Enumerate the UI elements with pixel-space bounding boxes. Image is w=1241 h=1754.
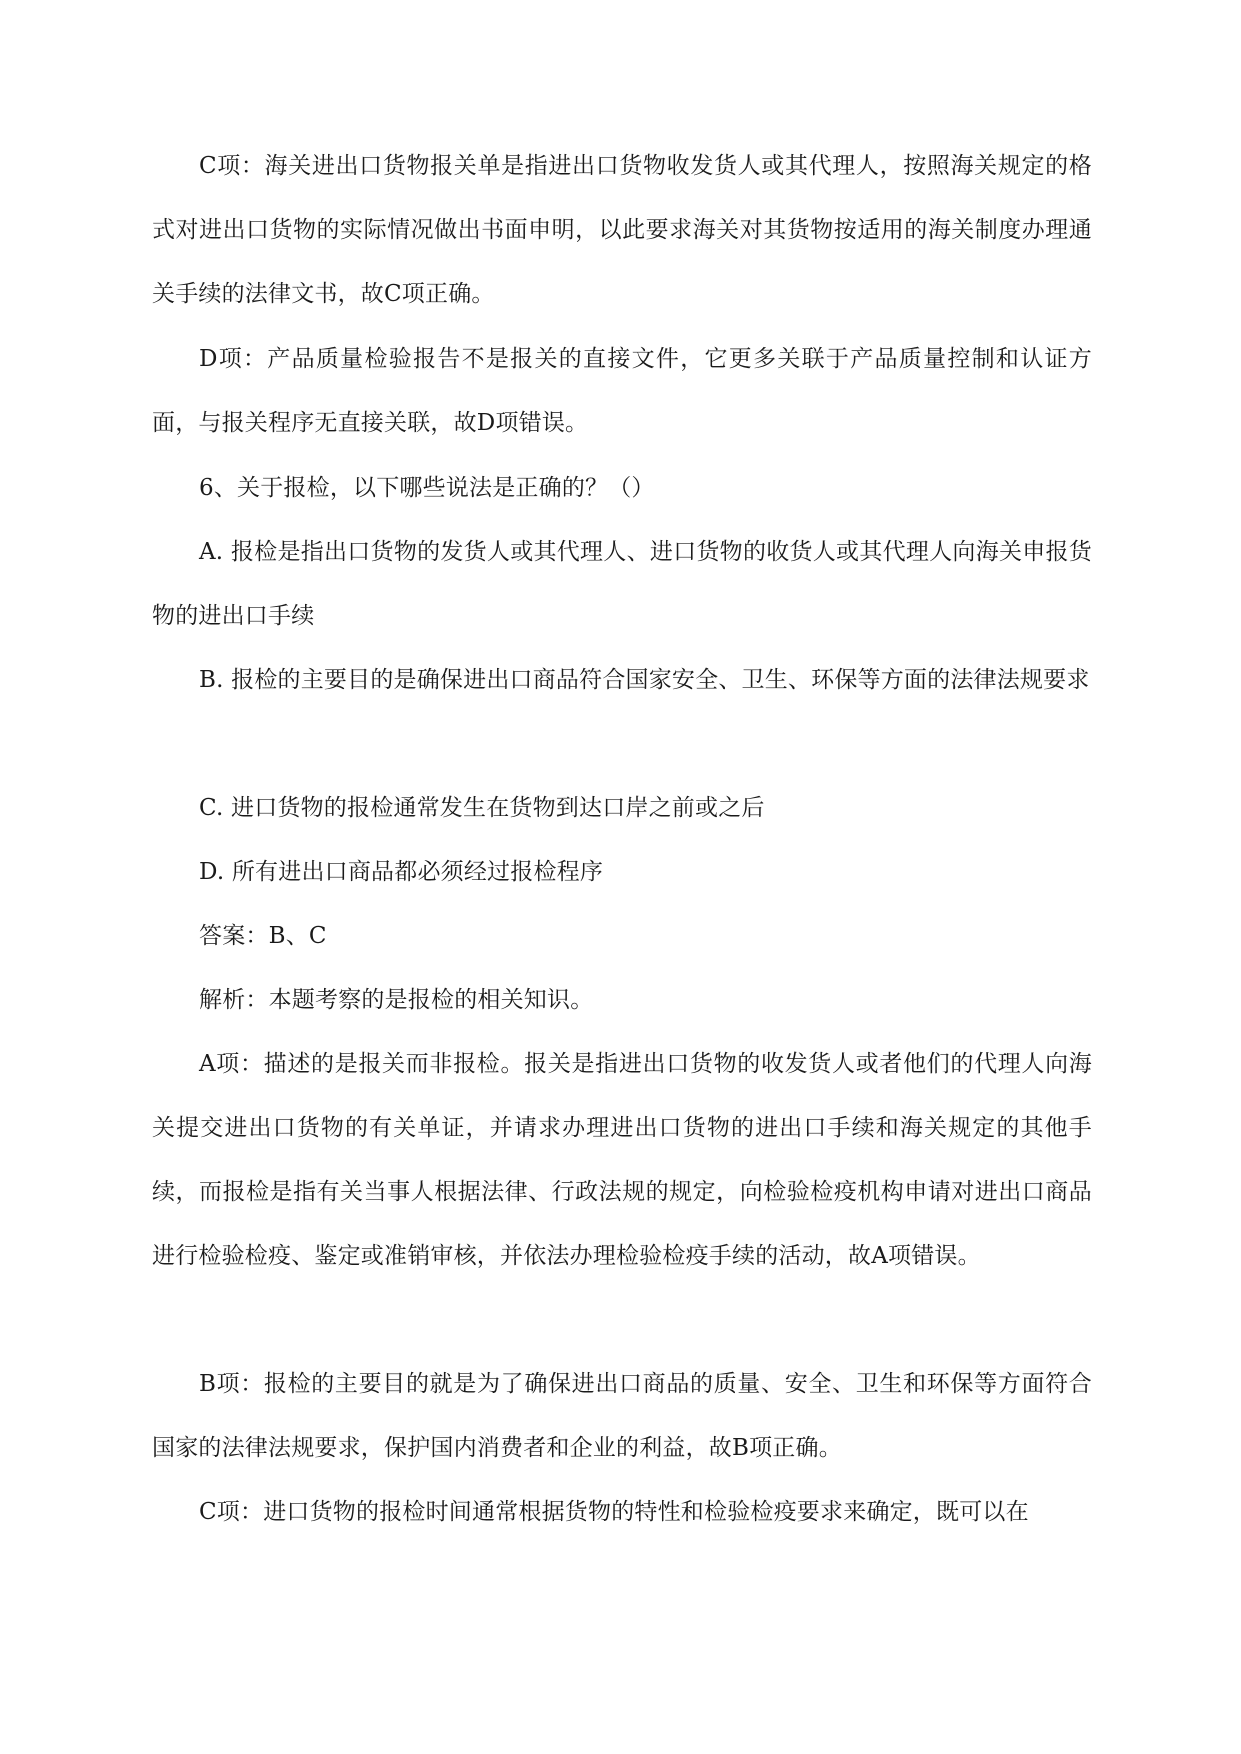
paragraph-c-item-customs-declaration: C项：海关进出口货物报关单是指进出口货物收发货人或其代理人，按照海关规定的格式对进出口货物的实际情况做出书面申明，以此要求海关对其货物按适用的海关制度办理通关手续的法律文书，故C项正确。 [152,153,1092,307]
question-6-stem: 6、关于报检，以下哪些说法是正确的？（） [199,475,655,501]
answer-line: 答案：B、C [199,923,327,949]
analysis-c-item: C项：进口货物的报检时间通常根据货物的特性和检验检疫要求来确定，既可以在 [199,1499,1029,1525]
analysis-intro: 解析：本题考察的是报检的相关知识。 [199,987,594,1013]
option-c: C. 进口货物的报检通常发生在货物到达口岸之前或之后 [199,795,765,821]
option-a: A. 报检是指出口货物的发货人或其代理人、进口货物的收货人或其代理人向海关申报货物的进出口手续 [152,539,1092,629]
analysis-a-item: A项：描述的是报关而非报检。报关是指进出口货物的收发货人或者他们的代理人向海关提交进出口货物的有关单证，并请求办理进出口货物的进出口手续和海关规定的其他手续，而报检是指有关当事人根据法律、行政法规的规定，向检验检疫机构申请对进出口商品进行检验检疫、鉴定或准销审核，并依法办理检验检疫手续的活动，故A项错误。 [152,1051,1092,1269]
paragraph-d-item-quality-report: D项：产品质量检验报告不是报关的直接文件，它更多关联于产品质量控制和认证方面，与报关程序无直接关联，故D项错误。 [152,346,1092,436]
option-b: B. 报检的主要目的是确保进出口商品符合国家安全、卫生、环保等方面的法律法规要求 [199,667,1090,693]
option-d: D. 所有进出口商品都必须经过报检程序 [199,859,604,885]
analysis-b-item: B项：报检的主要目的就是为了确保进出口商品的质量、安全、卫生和环保等方面符合国家的法律法规要求，保护国内消费者和企业的利益，故B项正确。 [152,1371,1092,1461]
